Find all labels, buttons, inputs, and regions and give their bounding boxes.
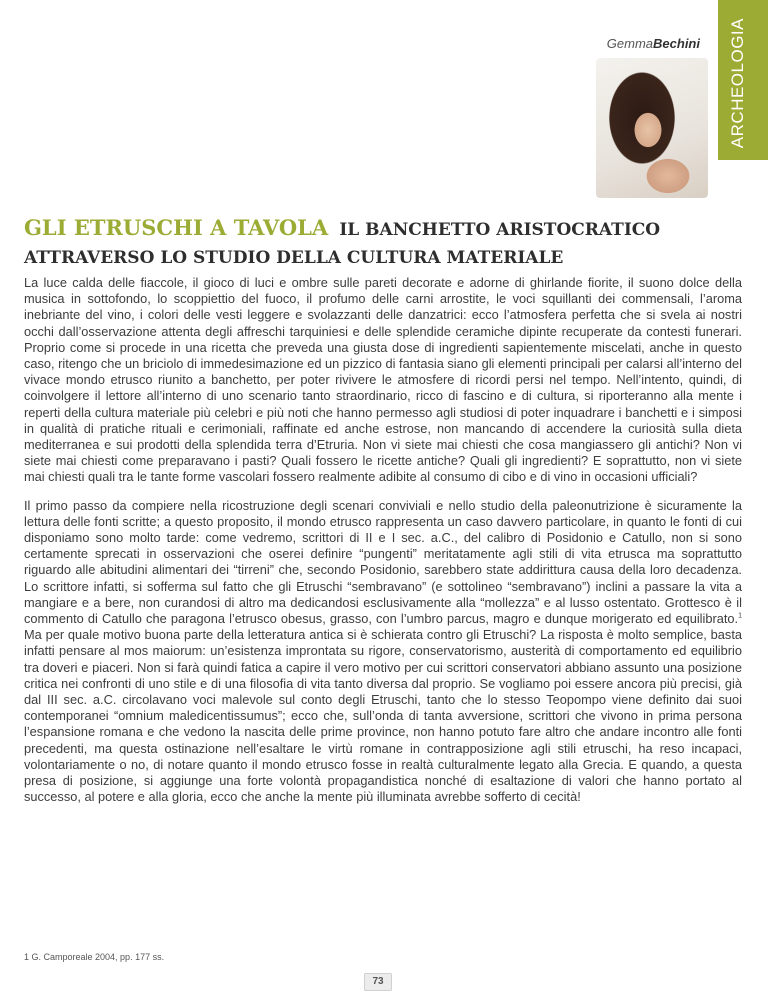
- author-first-name: Gemma: [606, 36, 654, 51]
- article-title-main: GLI ETRUSCHI A TAVOLA: [24, 215, 329, 240]
- page-number: 73: [364, 973, 392, 991]
- author-name: [470, 36, 700, 51]
- author-last-name: Bechini: [653, 36, 700, 51]
- article-title-sub: IL BANCHETTO ARISTOCRATICO ATTRAVERSO LO STUDIO DELLA CULTURA MATERIALE: [24, 220, 661, 268]
- author-photo: [596, 58, 708, 198]
- section-label: ARCHEOLOGIA: [728, 17, 747, 148]
- section-tab: [718, 0, 768, 160]
- paragraph-2-part-1: Il primo passo da compiere nella ricostruzione degli scenari conviviali e nello studio della paleonutrizione è sicuramente la lettura delle fonti scritte; a questo proposito, il mondo etrusco rappresenta un caso davvero particolare, in quanto le fonti di cui disponiamo sono molto tarde: come vedremo, scrittori di II e I sec. a.C., del calibro di Posidonio e Catullo, non si sono certamente sprecati in osservazioni che oserei definire “pungenti” meritatamente agli stili di vita etrusca ma soprattutto riguardo alle abitudini alimentari dei “tirreni” che, secondo Posidonio, sarebbero state addirittura causa della loro decadenza. Lo scrittore infatti, si sofferma sul fatto che gli Etruschi “sembravano” (e sottolineo “sembravano”) inclini a passare la vita a mangiare e a bere, non curandosi di altro ma dedicandosi esclusivamente alla “mollezza” e al lusso ostentato. Grottesco è il commento di Catullo che paragona l’etrusco obesus, grasso, con l’umbro parcus, magro e dunque morigerato ed equilibrato.: [24, 497, 742, 627]
- paragraph-1: La luce calda delle fiaccole, il gioco di luci e ombre sulle pareti decorate e adorne di ghirlande fiorite, il suono dolce della musica in sottofondo, lo scoppiettio del fuoco, il profumo delle carni arrostite, le voci squillanti dei commensali, l’aroma inebriante del vino, i colori delle vesti leggere e svolazzanti delle danzatrici: ecco l’atmosfera perfetta che si svela ai nostri occhi dall’osservazione attenta degli affreschi tarquiniesi e delle splendide ceramiche dipinte recuperate da contesti funerari. Proprio come si procede in una ricetta che preveda una giusta dose di ingredienti sapientemente miscelati, anche in questo caso, ritengo che un briciolo di immedesimazione ed un pizzico di fantasia siano gli elementi principali per calarsi all’interno del vivace mondo etrusco riunito a banchetto, per poter rivivere le atmosfere di ricordi persi nel tempo. Nell’intento, quindi, di coinvolgere il lettore all’interno di uno scenario tanto straordinario, ricco di fascino e di cultura, si riporteranno alla mente i reperti della cultura materiale più celebri e più noti che hanno permesso agli studiosi di poter inquadrare i banchetti e i simposi in qualità di pratiche rituali e cerimoniali, raffinate ed anche estrose, non mancando di accendere la curiosità sulla dieta mediterranea e sui prodotti della splendida terra d’Etruria. Non vi siete mai chiesti che cosa mangiassero gli antichi? Non vi siete mai chiesti come preparavano i pasti? Quali fossero le ricette antiche? Quali gli ingredienti? E soprattutto, non vi siete mai chiesti quali tra le tante forme vascolari fossero realmente adibite al consumo di cibo e di vino in occasioni ufficiali?: [24, 275, 742, 485]
- paragraph-2: [24, 498, 742, 806]
- article-body: [24, 275, 742, 818]
- article-title: [24, 213, 724, 269]
- footnote: 1 G. Camporeale 2004, pp. 177 ss.: [24, 952, 165, 962]
- paragraph-2-part-2: Ma per quale motivo buona parte della letteratura antica si è schierata contro gli Etruschi? La risposta è molto semplice, basta infatti pensare al mos maiorum: un’esistenza improntata su rigore, conservatorismo, austerità di comportamento ed equilibrio tra doveri e piaceri. Non si farà quindi fatica a capire il vero motivo per cui scrittori conservatori abbiano assunto una posizione critica nei confronti di uno stile e di una filosofia di vita tanto diversa dal proprio. Se vogliamo poi essere ancora più precisi, già dal III sec. a.C. circolavano voci malevole sul conto degli Etruschi, tanto che lo stesso Teopompo viene definito dai suoi contemporanei “omnium maledicentissumus”; ecco che, sull’onda di tanta avversione, scrittori che vivono in prima persona l’espansione romana e che vedono la nascita delle prime province, non hanno potuto fare altro che andare incontro alle fonti precedenti, ma questa ostinazione nell’esaltare le virtù romane in contrapposizione agli stili etruschi, ha reso incapaci, volontariamente o no, di notare quanto il mondo etrusco fosse in realtà culturalmente legato alla Grecia. E quando, a questa presa di posizione, si aggiunge una forte volontà propagandistica nonché di esaltazione di valori che hanno portato al successo, al potere e alla gloria, ecco che anche la mente più illuminata avrebbe sofferto di cecità!: [24, 627, 742, 805]
- footnote-ref: 1: [738, 612, 742, 620]
